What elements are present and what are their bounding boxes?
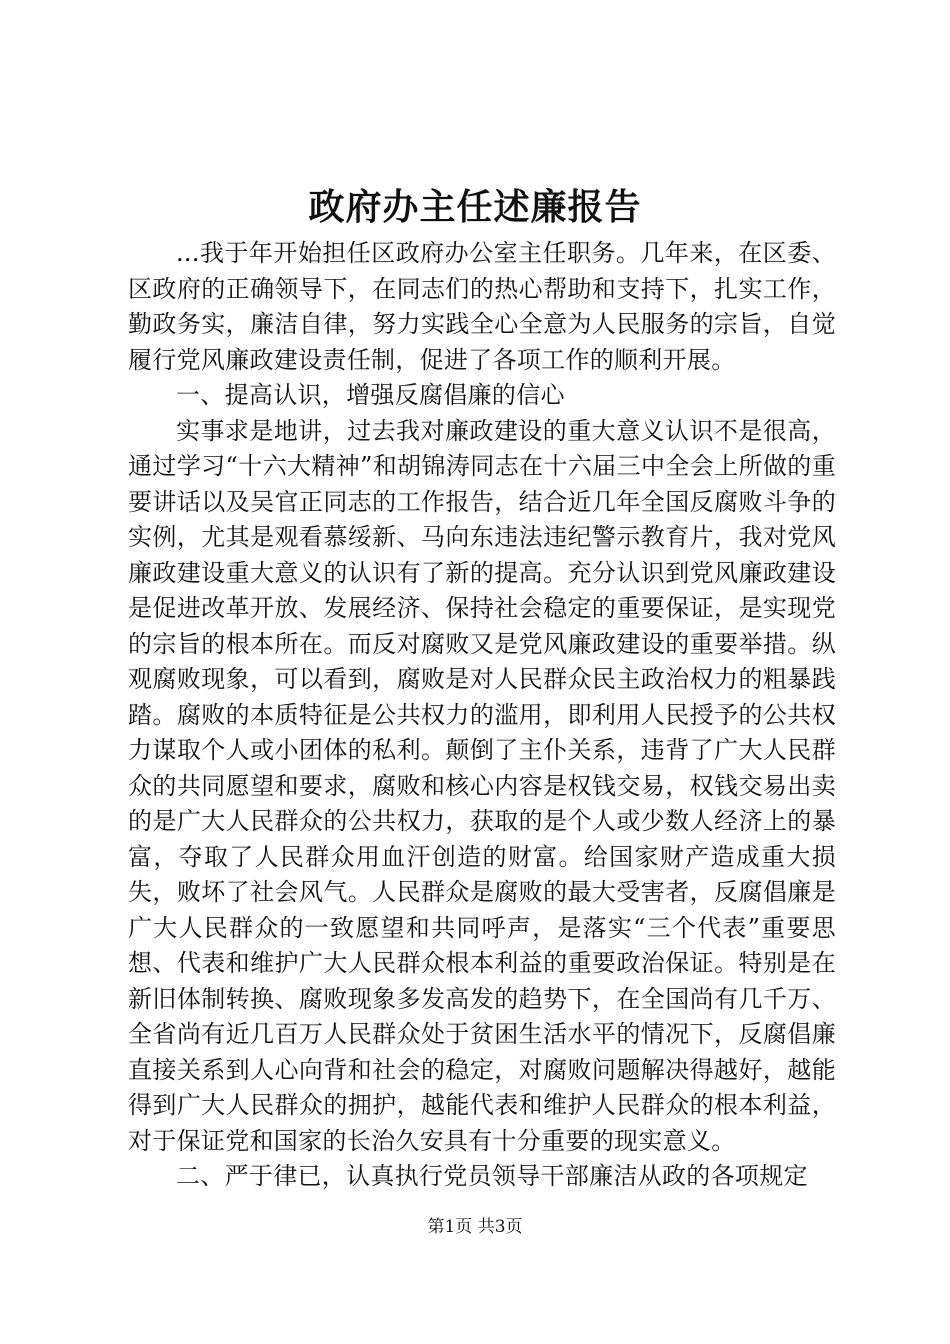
paragraph-intro: ...我于年开始担任区政府办公室主任职务。几年来，在区委、区政府的正确领导下，在同志们的热心帮助和支持下，扎实工作，勤政务实，廉洁自律，努力实践全心全意为人民服务的宗旨，自觉履行党风廉政建设责任制，促进了各项工作的顺利开展。 [128,239,836,374]
document-body [128,236,836,1195]
section-heading-1: 一、提高认识，增强反腐倡廉的信心 [176,381,565,409]
page-footer: 第1页 共3页 [427,1217,523,1237]
paragraph-section-1: 实事求是地讲，过去我对廉政建设的重大意义认识不是很高，通过学习“十六大精神”和胡锦涛同志在十六届三中全会上所做的重要讲话以及吴官正同志的工作报告，结合近几年全国反腐败斗争的实例，尤其是观看慕绥新、马向东违法违纪警示教育片，我对党风廉政建设重大意义的认识有了新的提高。充分认识到党风廉政建设是促进改革开放、发展经济、保持社会稳定的重要保证，是实现党的宗旨的根本所在。而反对腐败又是党风廉政建设的重要举措。纵观腐败现象，可以看到，腐败是对人民群众民主政治权力的粗暴践踏。腐败的本质特征是公共权力的滥用，即利用人民授予的公共权力谋取个人或小团体的私利。颠倒了主仆关系，违背了广大人民群众的共同愿望和要求，腐败和核心内容是权钱交易，权钱交易出卖的是广大人民群众的公共权力，获取的是个人或少数人经济上的暴富，夺取了人民群众用血汗创造的财富。给国家财产造成重大损失，败坏了社会风气。人民群众是腐败的最大受害者，反腐倡廉是广大人民群众的一致愿望和共同呼声，是落实“三个代表”重要思想、代表和维护广大人民群众根本利益的重要政治保证。特别是在新旧体制转换、腐败现象多发高发的趋势下，在全国尚有几千万、全省尚有近几百万人民群众处于贫困生活水平的情况下，反腐倡廉直接关系到人心向背和社会的稳定，对腐败问题解决得越好，越能得到广大人民群众的拥护，越能代表和维护人民群众的根本利益，对于保证党和国家的长治久安具有十分重要的现实意义。 [128,416,836,1155]
document-title: 政府办主任述廉报告 [308,186,642,228]
section-heading-2: 二、严于律已，认真执行党员领导干部廉洁从政的各项规定 [176,1162,808,1190]
